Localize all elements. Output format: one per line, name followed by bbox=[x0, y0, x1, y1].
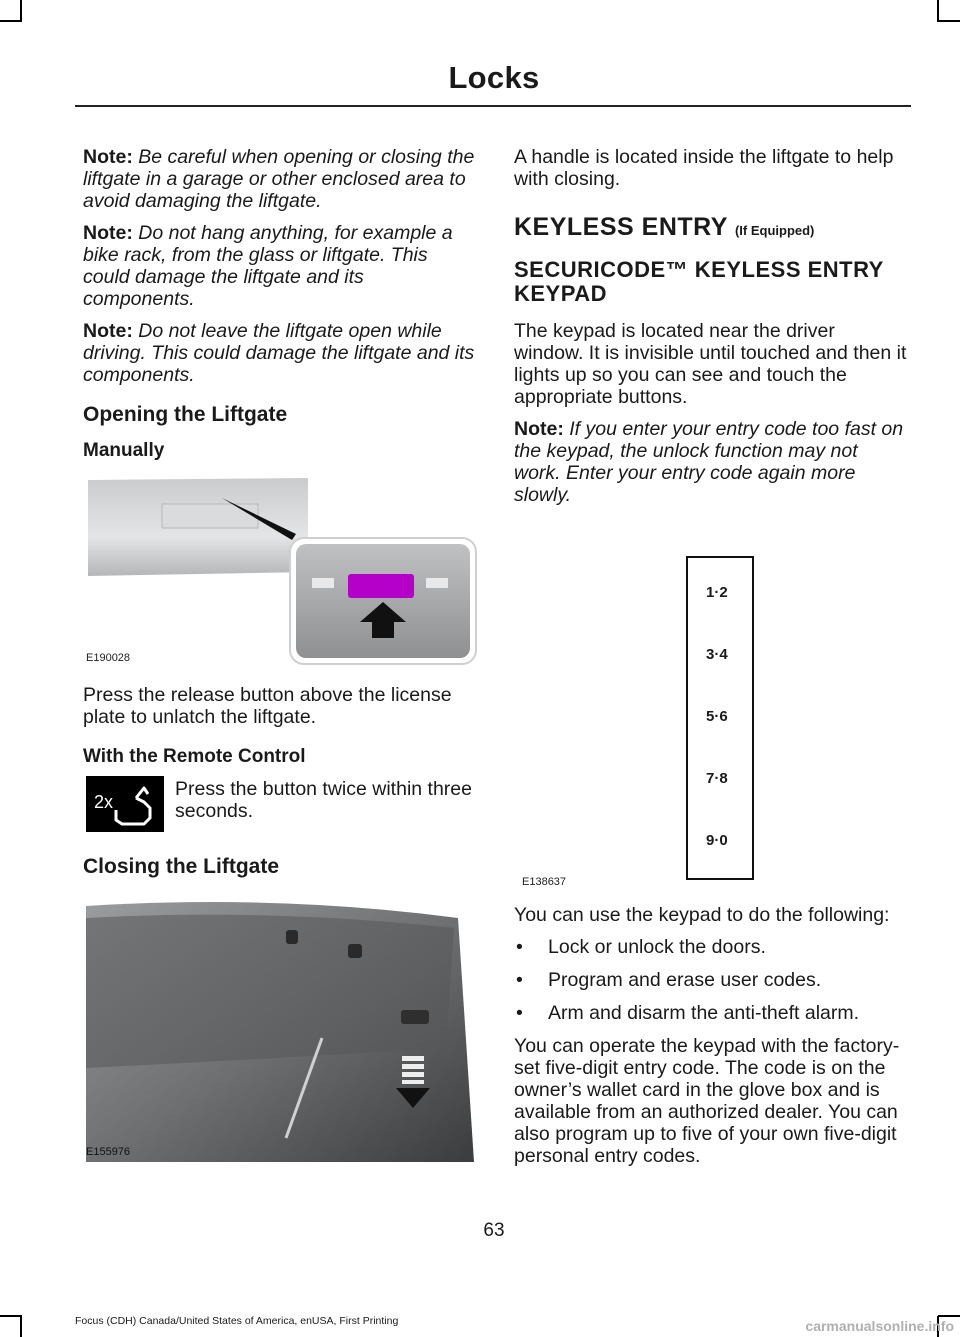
list-item: • Lock or unlock the doors. bbox=[514, 936, 909, 958]
handle-text: A handle is located inside the liftgate to help with closing. bbox=[514, 146, 894, 190]
motion-line bbox=[402, 1072, 424, 1077]
remote-instructions: Press the button twice within three seconds. bbox=[175, 778, 472, 822]
crop-mark bbox=[938, 1315, 960, 1317]
pull-handle bbox=[401, 1010, 429, 1024]
remote-text-block bbox=[175, 778, 475, 832]
left-column-mid bbox=[83, 684, 478, 780]
crop-mark bbox=[938, 20, 960, 22]
manually-heading: Manually bbox=[83, 440, 165, 461]
crop-mark bbox=[0, 20, 22, 22]
crop-mark bbox=[20, 0, 22, 22]
crop-mark bbox=[0, 1315, 22, 1317]
right-column bbox=[514, 146, 909, 516]
keypad-button-7-8: 7·8 bbox=[706, 770, 728, 787]
release-button bbox=[348, 574, 414, 598]
detail-background bbox=[296, 544, 470, 658]
keyless-entry-heading: KEYLESS ENTRY (If Equipped) bbox=[514, 213, 815, 241]
release-button-figure bbox=[86, 476, 478, 668]
opening-liftgate-heading: Opening the Liftgate bbox=[83, 403, 288, 426]
keypad-operate-text: You can operate the keypad with the factory-set five-digit entry code. The code is on the owner’s wallet card in the glove box and is available from an authorized dealer. You can also program up to five of your own five-digit personal entry codes. bbox=[514, 1035, 900, 1167]
keypad-button-3-4: 3·4 bbox=[706, 646, 728, 663]
edition-footer: Focus (CDH) Canada/United States of America, enUSA, First Printing bbox=[75, 1315, 399, 1327]
closing-section bbox=[83, 838, 478, 892]
list-item: • Program and erase user codes. bbox=[514, 969, 909, 991]
liftgate-release-illustration bbox=[86, 476, 478, 668]
crop-mark bbox=[20, 1316, 22, 1337]
keypad-button-9-0: 9·0 bbox=[706, 832, 728, 849]
motion-line bbox=[402, 1056, 424, 1061]
license-lamp-right bbox=[426, 578, 448, 588]
keypad-uses-list bbox=[514, 936, 909, 1024]
closing-liftgate-figure bbox=[86, 898, 474, 1162]
note-entry-code: Note: If you enter your entry code too fast on the keypad, the unlock function may not work. Enter your entry code again more slowly. bbox=[514, 418, 904, 506]
figure-code: E190028 bbox=[86, 652, 131, 664]
securicode-heading: SECURICODE™ KEYLESS ENTRY KEYPAD bbox=[514, 257, 884, 306]
release-instructions: Press the release button above the license plate to unlatch the liftgate. bbox=[83, 684, 452, 728]
motion-line bbox=[402, 1080, 424, 1084]
liftgate-trim bbox=[86, 915, 454, 1068]
left-column bbox=[83, 146, 478, 474]
keypad-use-intro: You can use the keypad to do the following: bbox=[514, 904, 890, 926]
page-number: 63 bbox=[483, 1220, 505, 1241]
list-item: • Arm and disarm the anti-theft alarm. bbox=[514, 1002, 909, 1024]
keypad-figure bbox=[516, 556, 756, 892]
keypad-button-5-6: 5·6 bbox=[706, 708, 728, 725]
watermark: carmanualsonline.info bbox=[805, 1318, 954, 1334]
liftgate-closing-illustration bbox=[86, 898, 474, 1162]
note-driving: Note: Do not leave the liftgate open while driving. This could damage the liftgate and its components. bbox=[83, 320, 475, 386]
page-title: Locks bbox=[448, 60, 540, 95]
if-equipped-label: (If Equipped) bbox=[734, 223, 815, 238]
remote-control-heading: With the Remote Control bbox=[83, 746, 306, 767]
trim-clip bbox=[286, 930, 298, 944]
keypad-description: The keypad is located near the driver window. It is invisible until touched and then it lights up so you can see and touch the appropriate buttons. bbox=[514, 320, 907, 408]
keypad-button-1-2: 1·2 bbox=[706, 584, 728, 601]
motion-line bbox=[402, 1064, 424, 1069]
figure-code: E138637 bbox=[522, 876, 567, 888]
closing-liftgate-heading: Closing the Liftgate bbox=[83, 855, 279, 878]
trim-clip bbox=[348, 944, 362, 958]
right-column-lower bbox=[514, 904, 909, 1177]
license-plate-area bbox=[162, 504, 258, 528]
remote-icon-label: 2x bbox=[94, 792, 114, 812]
note-garage: Note: Be careful when opening or closing the liftgate in a garage or other enclosed area to avoid damaging the liftgate. bbox=[83, 146, 475, 212]
license-lamp-left bbox=[312, 578, 334, 588]
figure-code: E155976 bbox=[86, 1146, 131, 1158]
note-bike-rack: Note: Do not hang anything, for example a bike rack, from the glass or liftgate. This could damage the liftgate and its components. bbox=[83, 222, 453, 310]
crop-mark bbox=[937, 0, 939, 22]
header-divider bbox=[75, 105, 911, 107]
remote-liftgate-icon bbox=[86, 776, 164, 832]
